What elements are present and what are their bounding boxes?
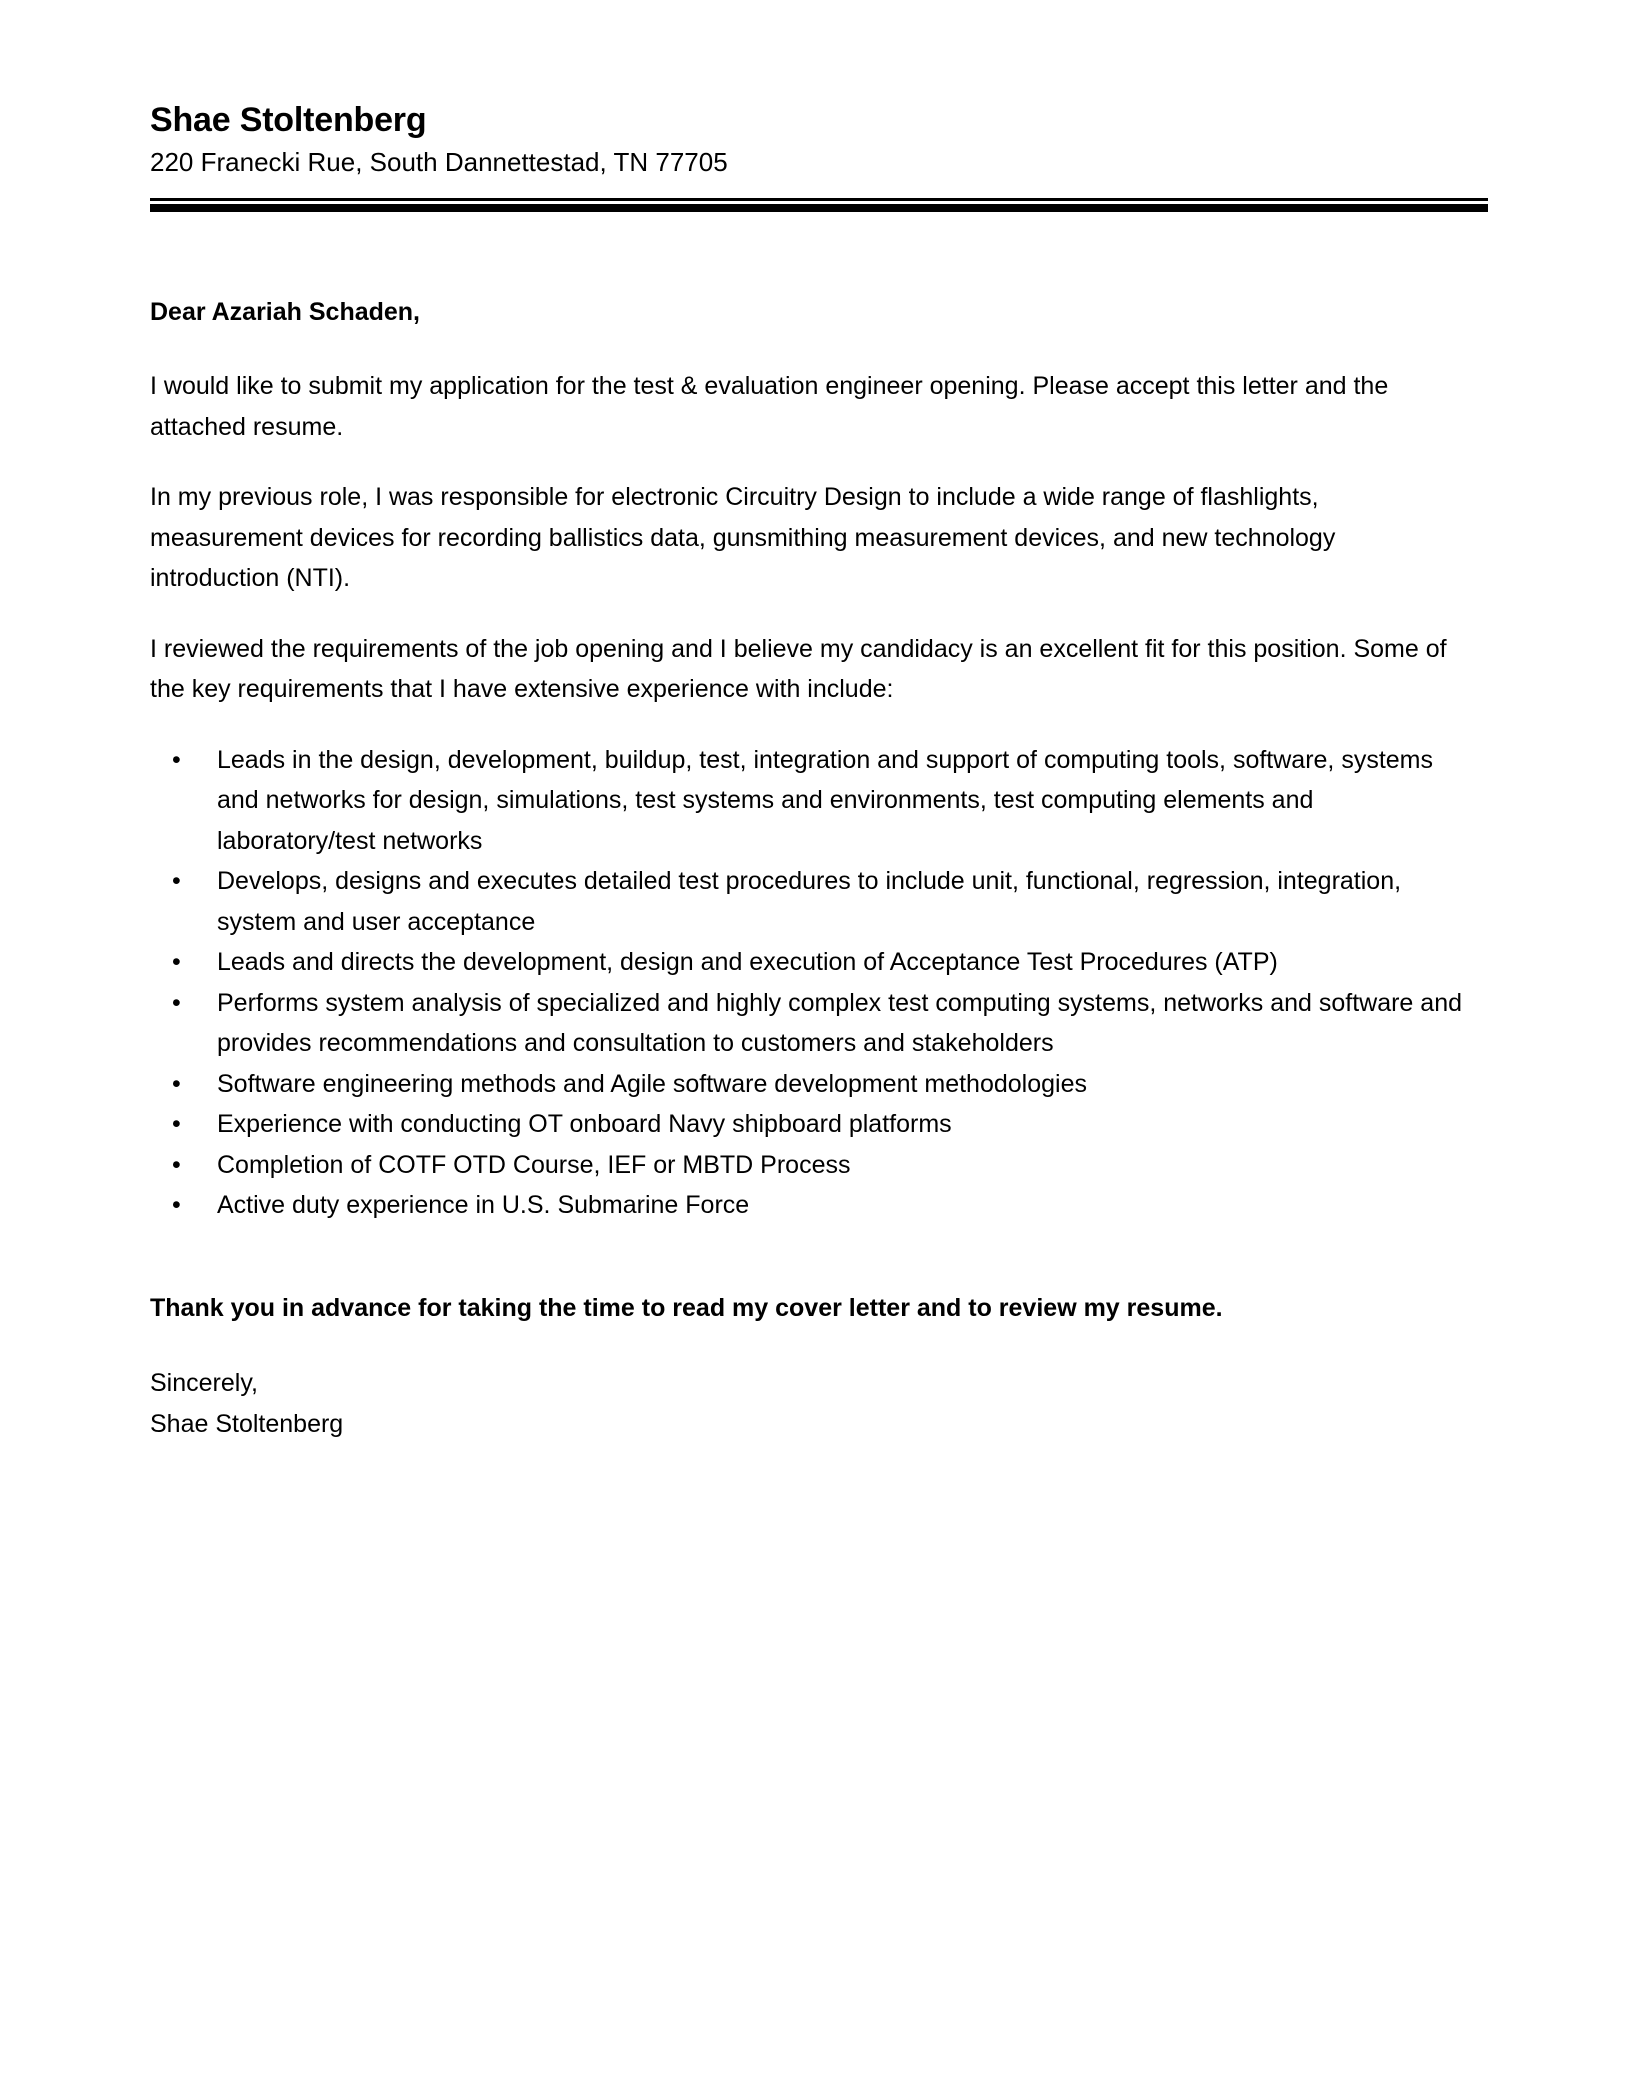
bullet-icon: • <box>172 1110 181 1139</box>
bullet-icon: • <box>172 867 181 896</box>
list-item <box>172 1064 1472 1105</box>
list-item <box>172 740 1472 862</box>
bullet-icon: • <box>172 988 181 1017</box>
sender-address: 220 Franecki Rue, South Dannettestad, TN 77705 <box>150 147 728 178</box>
bullet-icon: • <box>172 1150 181 1179</box>
requirements-list <box>150 740 1480 1226</box>
list-item-label: Software engineering methods and Agile software development methodologies <box>217 1069 1087 1098</box>
header-rule-thick-line <box>150 204 1488 212</box>
list-item <box>172 1185 1472 1226</box>
list-item-label: Develops, designs and executes detailed test procedures to include unit, functional, regression, integration, system and user acceptance <box>217 867 1402 936</box>
list-item <box>172 1104 1472 1145</box>
list-item <box>172 1145 1472 1186</box>
signoff-block <box>150 1363 1480 1444</box>
sender-name: Shae Stoltenberg <box>150 101 427 139</box>
list-item-label: Completion of COTF OTD Course, IEF or MBTD Process <box>217 1150 851 1179</box>
closing-thanks: Thank you in advance for taking the time to read my cover letter and to review my resume. <box>150 1293 1223 1322</box>
letterhead <box>150 0 1480 212</box>
bullet-icon: • <box>172 948 181 977</box>
list-item-label: Leads in the design, development, buildup, test, integration and support of computing tools, software, systems and networks for design, simulations, test systems and environments, test computing elements and laboratory/test networks <box>217 745 1433 855</box>
bullet-icon: • <box>172 745 181 774</box>
list-item <box>172 942 1472 983</box>
signoff-valediction: Sincerely, <box>150 1369 258 1398</box>
body-paragraph-3: I reviewed the requirements of the job opening and I believe my candidacy is an excellent fit for this position. Some of the key requirements that I have extensive experience with include: <box>150 634 1447 704</box>
list-item-label: Leads and directs the development, design and execution of Acceptance Test Procedures (ATP) <box>217 948 1278 977</box>
header-divider-rule <box>150 198 1488 212</box>
list-item-label: Active duty experience in U.S. Submarine Force <box>217 1191 750 1220</box>
salutation: Dear Azariah Schaden, <box>150 297 421 326</box>
list-item-label: Experience with conducting OT onboard Navy shipboard platforms <box>217 1110 952 1139</box>
list-item <box>172 983 1472 1064</box>
signoff-name: Shae Stoltenberg <box>150 1409 344 1438</box>
letter-content <box>150 0 1480 1444</box>
list-item <box>172 861 1472 942</box>
bullet-icon: • <box>172 1191 181 1220</box>
list-item-label: Performs system analysis of specialized and highly complex test computing systems, networks and software and provides recommendations and consultation to customers and stakeholders <box>217 988 1462 1058</box>
body-paragraph-1: I would like to submit my application for the test & evaluation engineer opening. Please accept this letter and the attached resume. <box>150 372 1389 441</box>
letter-body <box>150 294 1480 1444</box>
body-paragraph-2: In my previous role, I was responsible for electronic Circuitry Design to include a wide range of flashlights, measurement devices for recording ballistics data, gunsmithing measurement devices, and new technology introduction (NTI). <box>150 483 1336 593</box>
bullet-icon: • <box>172 1069 181 1098</box>
